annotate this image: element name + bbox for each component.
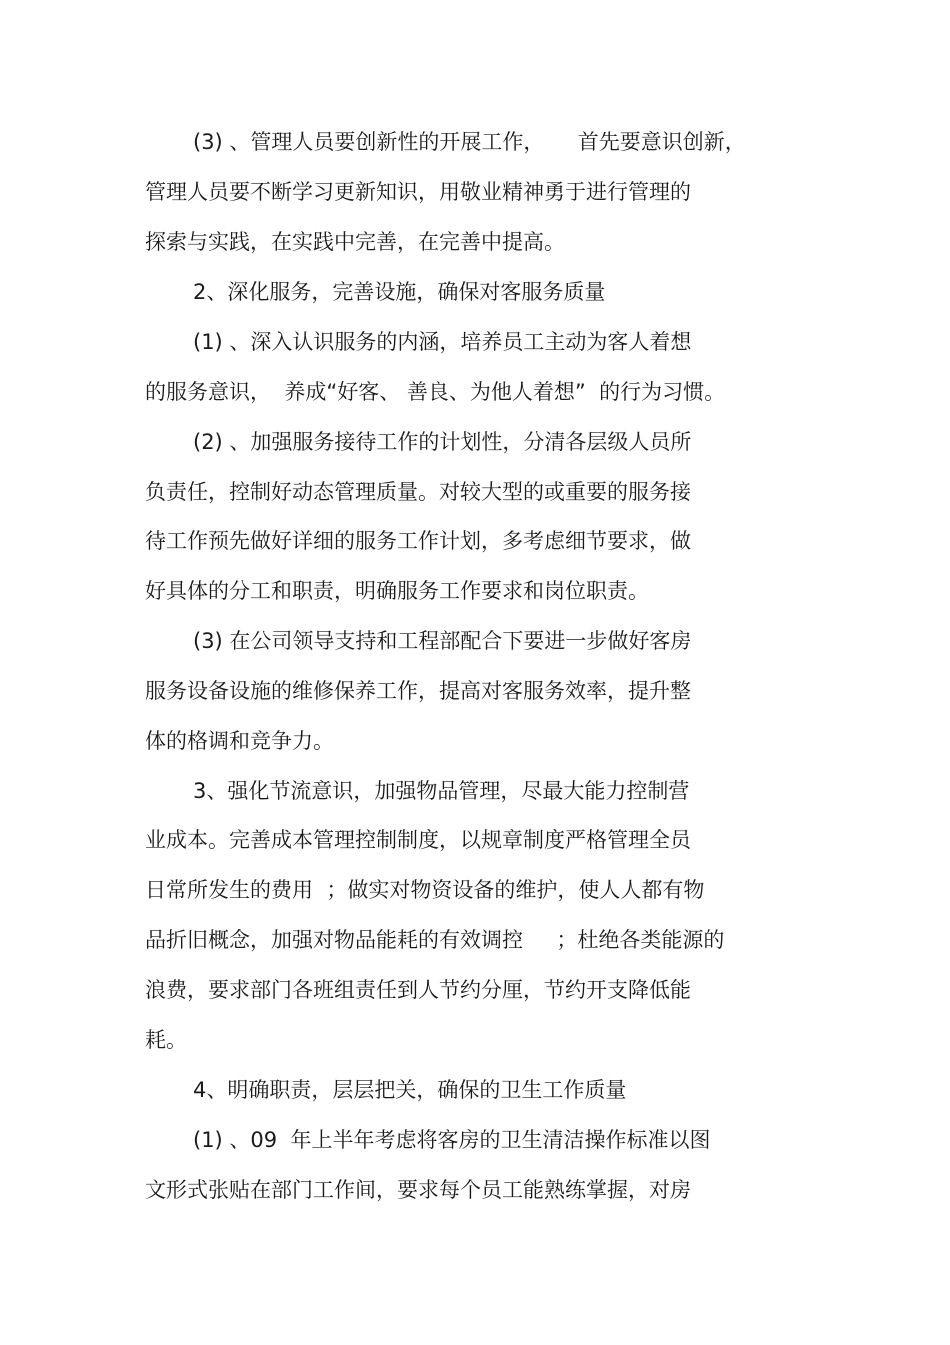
text-line: (3) 、管理人员要创新性的开展工作， 首先要意识创新， (193, 130, 746, 154)
text-line: 品折旧概念，加强对物品能耗的有效调控 ；杜绝各类能源的 (145, 928, 725, 952)
text-line: 负责任，控制好动态管理质量。对较大型的或重要的服务接 (145, 480, 691, 504)
text-line: 好具体的分工和职责，明确服务工作要求和岗位职责。 (145, 579, 649, 603)
text-line: 2、深化服务，完善设施，确保对客服务质量 (193, 280, 606, 304)
text-line: 耗。 (145, 1028, 187, 1052)
text-line: (1) 、深入认识服务的内涵，培养员工主动为客人着想 (193, 330, 692, 354)
text-line: (3) 在公司领导支持和工程部配合下要进一步做好客房 (193, 629, 692, 653)
text-line: 探索与实践，在实践中完善，在完善中提高。 (145, 230, 565, 254)
text-line: (1) 、09 年上半年考虑将客房的卫生清洁操作标准以图 (193, 1128, 711, 1152)
text-line: 待工作预先做好详细的服务工作计划，多考虑细节要求，做 (145, 529, 691, 553)
text-line: 日常所发生的费用 ；做实对物资设备的维护，使人人都有物 (145, 878, 705, 902)
text-line: 业成本。完善成本管理控制制度，以规章制度严格管理全员 (145, 828, 691, 852)
text-line: 的服务意识， 养成“好客、 善良、为他人着想” 的行为习惯。 (145, 380, 726, 404)
text-line: 管理人员要不断学习更新知识，用敬业精神勇于进行管理的 (145, 180, 691, 204)
text-line: 体的格调和竞争力。 (145, 729, 334, 753)
text-line: 服务设备设施的维修保养工作，提高对客服务效率，提升整 (145, 679, 691, 703)
text-line: (2) 、加强服务接待工作的计划性，分清各层级人员所 (193, 430, 692, 454)
text-line: 4、明确职责，层层把关，确保的卫生工作质量 (193, 1078, 627, 1102)
text-line: 3、强化节流意识，加强物品管理，尽最大能力控制营 (193, 779, 690, 803)
text-line: 文形式张贴在部门工作间，要求每个员工能熟练掌握，对房 (145, 1178, 691, 1202)
text-line: 浪费，要求部门各班组责任到人节约分厘，节约开支降低能 (145, 978, 691, 1002)
